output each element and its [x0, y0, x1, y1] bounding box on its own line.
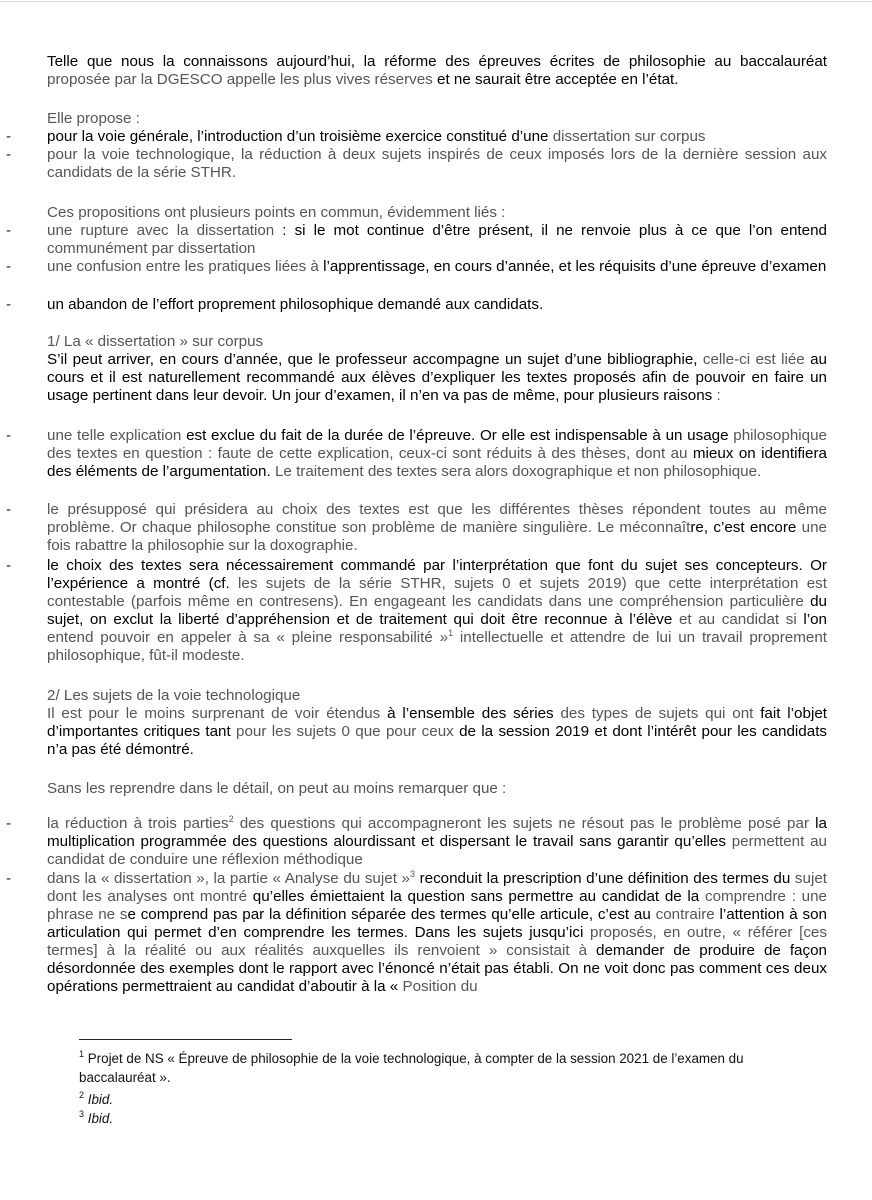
section-2-lead: Sans les reprendre dans le détail, on peut au moins remarquer que :	[47, 780, 507, 797]
list-item-text: intellectuelle et attendre de lui un travail proprement philosophique, fût-il modeste.	[47, 629, 827, 664]
list-item-text: l’attention à son articulation qui permet d’en comprendre les termes. Dans les sujets jusqu’ici	[47, 906, 827, 941]
list-item-text: sujet dont les analyses ont montré	[47, 870, 827, 905]
top-border	[0, 1, 872, 2]
footnote-3	[79, 1109, 819, 1128]
list-item-text: une rupture avec la dissertation	[47, 222, 275, 239]
list-item-text: une confusion entre les pratiques liées à	[47, 258, 319, 275]
list-item-text: l’apprentissage, en cours d’année, et les réquisits d’une épreuve d’examen	[318, 258, 827, 275]
list-item	[6, 146, 827, 182]
list-item-text: pour la voie technologique, la réduction à deux sujets inspirés de ceux imposés lors de la dernière session aux candidats de la série STHR.	[47, 146, 827, 181]
footnote-2	[79, 1090, 819, 1109]
list-item-text: re, c’est encore	[690, 519, 797, 536]
list-item-text: mieux on identifiera des éléments de l’argumentation.	[47, 445, 827, 480]
paragraph-text: S’il peut arriver, en cours d’année, que le professeur accompagne un sujet d’une bibliographie,	[47, 351, 698, 368]
bullet: -	[6, 128, 12, 145]
list-item	[6, 296, 827, 314]
list-item-text: les sujets de la série STHR, sujets 0 et sujets 2019) que cette interprétation est contestable (parfois même en contresens). En engageant les candidats dans une compréhension particulière	[47, 575, 827, 610]
list-item-text: comprendre : une phrase ne s	[47, 888, 827, 923]
list-item-text: une telle explication	[47, 427, 182, 444]
list-item-text: demander de produire de façon désordonnée des exemples dont le rapport avec l’énoncé n’était pas établi. On ne voit donc pas comment ces deux opérations permettraient au candidat d’aboutir à la «	[47, 942, 827, 995]
intro-paragraph	[47, 53, 827, 89]
list-item-text: une fois rabattre la philosophie sur la doxographie.	[47, 519, 827, 554]
list-item-text: Le traitement des textes sera alors doxographique et non philosophique.	[270, 463, 762, 480]
paragraph-text: pour les sujets 0 que pour ceux	[230, 723, 454, 740]
section-2-paragraph	[47, 705, 827, 759]
list-item-text: la réduction à trois parties	[47, 815, 229, 832]
footnote-1	[79, 1049, 819, 1087]
footnote-text: Projet de NS « Épreuve de philosophie de la voie technologique, à compter de la session 2021 de l’examen du baccalauréat ».	[79, 1051, 744, 1085]
list-item-text: e comprend pas par la définition séparée des termes qu’elle articule, c’est au	[127, 906, 651, 923]
list-item-text: et au candidat si	[672, 611, 797, 628]
bullet: -	[6, 146, 12, 163]
list-item-text: un abandon de l’effort proprement philosophique demandé aux candidats.	[47, 296, 544, 313]
list-item	[6, 557, 828, 665]
list-item-text: : si le mot continue d’être présent, il ne renvoie plus à ce que l’on entend	[274, 222, 827, 239]
list-item-text: proposés, en outre, « référer [ces termes] à la réalité ou aux réalités auxquelles ils renvoient » consistait à	[47, 924, 827, 959]
list-item	[6, 814, 828, 869]
list-item-text: du sujet, on exclut la liberté d’appréhension et de traitement qui doit être reconnue à l’élève	[47, 593, 827, 628]
footnote-number: 1	[79, 1049, 85, 1059]
list-item-text: entend pouvoir en appeler à sa « pleine responsabilité »	[47, 629, 449, 646]
section-2-title: 2/ Les sujets de la voie technologique	[47, 687, 301, 704]
list-item	[6, 427, 827, 481]
proposals-lead: Elle propose :	[47, 110, 140, 127]
paragraph-text: à l’ensemble des séries	[380, 705, 554, 722]
list-item	[6, 258, 827, 276]
section-1-paragraph	[47, 351, 827, 405]
paragraph-text: Il est pour le moins surprenant de voir étendus	[47, 705, 381, 722]
bullet: -	[6, 258, 12, 275]
bullet: -	[6, 222, 12, 239]
list-item-text: permettent au candidat de conduire une réflexion méthodique	[47, 833, 828, 868]
list-item	[6, 128, 827, 146]
list-item-text: la multiplication programmée des questions alourdissant et dispersant le travail sans garantir qu’elles	[47, 815, 827, 850]
list-item-text: communément par dissertation	[47, 240, 256, 257]
footnote-number: 3	[79, 1109, 85, 1119]
list-item-text: le présupposé qui présidera au choix des textes est que les différentes thèses répondent toutes au même problème. Or chaque philosophe constitue son problème de manière singulière. Le méconnaît	[47, 501, 827, 536]
footnote-separator	[79, 1039, 292, 1040]
footnote-number: 2	[79, 1090, 85, 1100]
footnote-ref: 2	[228, 814, 234, 824]
bullet: -	[6, 815, 12, 832]
list-item	[6, 501, 827, 555]
bullet: -	[6, 501, 12, 518]
footnote-text: Ibid.	[87, 1111, 114, 1126]
bullet: -	[6, 870, 12, 887]
list-item-text: le choix des textes sera nécessairement commandé par l’interprétation que font du sujet ses concepteurs. Or l’expérience a montré (cf.	[47, 557, 827, 592]
bullet: -	[6, 557, 12, 574]
list-item-text: pour la voie générale, l’introduction d’un troisième exercice constitué d’une	[47, 128, 549, 145]
list-item-text: Position du	[398, 978, 478, 995]
intro-text-3: et ne saurait être acceptée en l’état.	[432, 71, 679, 88]
intro-text-1: Telle que nous la connaissons aujourd’hui, la réforme des épreuves écrites de philosophie au baccalauréat	[47, 53, 827, 70]
footnote-ref: 3	[409, 869, 415, 879]
paragraph-text: de la session 2019 et dont l’intérêt pour les candidats n’a pas été démontré.	[47, 723, 828, 758]
list-item-text: est exclue du fait de la durée de l’épreuve. Or elle est indispensable à un usage	[181, 427, 729, 444]
list-item	[6, 222, 827, 258]
list-item-text: dissertation sur corpus	[548, 128, 706, 145]
list-item-text: reconduit la prescription d’une définition des termes du	[414, 870, 791, 887]
bullet: -	[6, 427, 12, 444]
list-item-text: contraire	[655, 906, 715, 923]
intro-text-2: proposée par la DGESCO appelle les plus vives réserves	[47, 71, 433, 88]
paragraph-text: celle-ci est liée	[697, 351, 805, 368]
list-item-text: dans la « dissertation », la partie « Analyse du sujet »	[47, 870, 410, 887]
common-lead: Ces propositions ont plusieurs points en commun, évidemment liés :	[47, 204, 506, 221]
paragraph-text: :	[712, 387, 721, 404]
bullet: -	[6, 296, 12, 313]
list-item-text: qu’elles émiettaient la question sans permettre au candidat de la	[247, 888, 700, 905]
paragraph-text: au cours et il est naturellement recommandé aux élèves d’expliquer les textes proposés afin de pouvoir en faire un usage pertinent dans leur devoir. Un jour d’examen, il n’en va pas de même, pour plusieurs raisons	[47, 351, 827, 404]
paragraph-text: des types de sujets qui ont	[553, 705, 754, 722]
list-item	[6, 869, 827, 996]
list-item-text: l’on	[803, 611, 828, 628]
list-item-text: philosophique des textes en question : faute de cette explication, ceux-ci sont réduits à des thèses, dont au	[47, 427, 827, 462]
footnote-text: Ibid.	[87, 1092, 114, 1107]
footnote-ref: 1	[448, 628, 454, 638]
list-item-text: des questions qui accompagneront les sujets ne résout pas le problème posé par	[233, 815, 810, 832]
section-1-title: 1/ La « dissertation » sur corpus	[47, 333, 264, 350]
paragraph-text: fait l’objet d’importantes critiques tant	[47, 705, 827, 740]
